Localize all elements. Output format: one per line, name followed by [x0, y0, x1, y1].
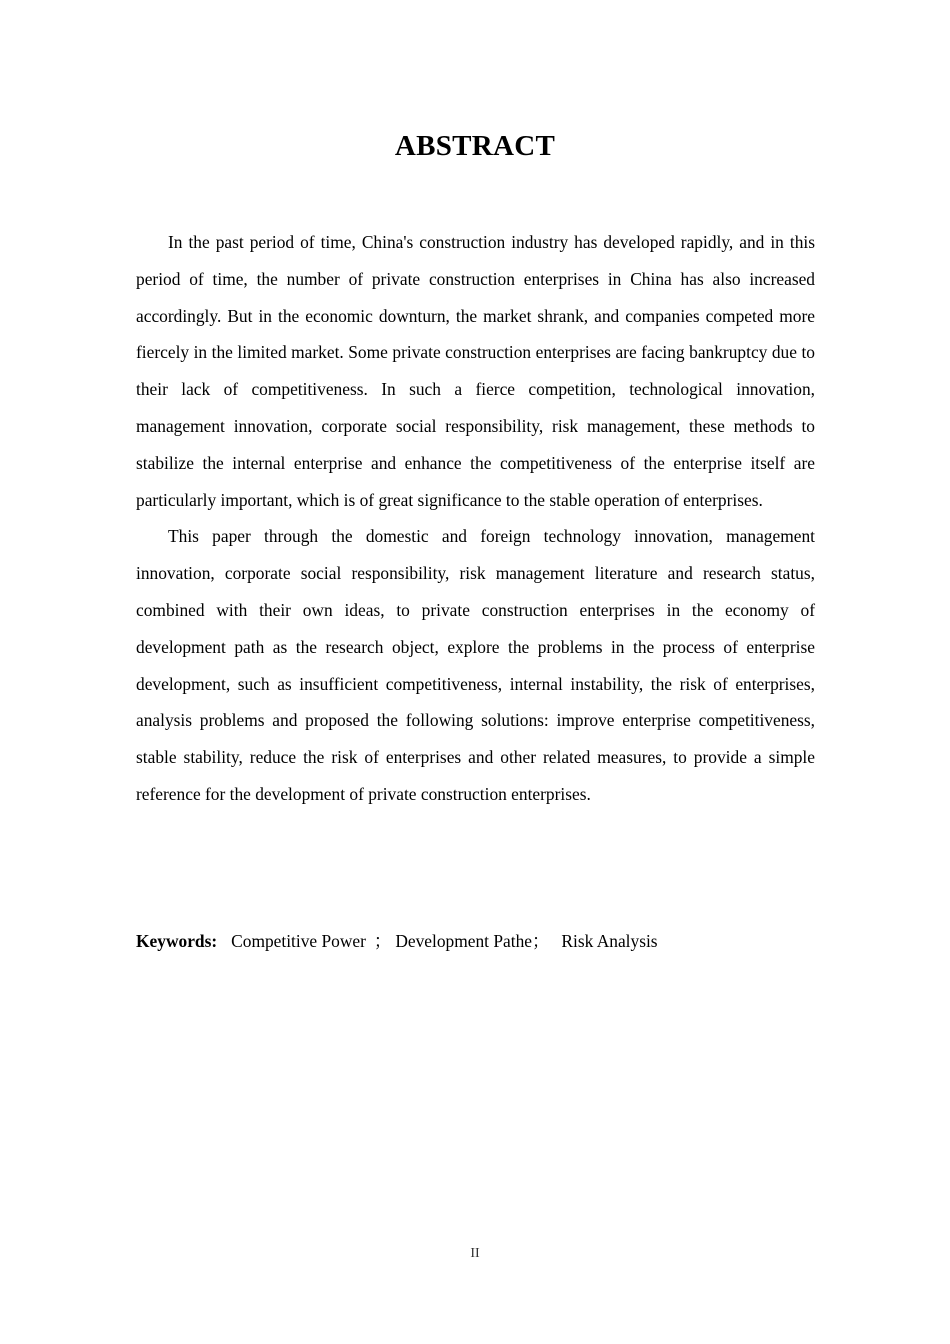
- keyword-separator: ；: [373, 931, 392, 951]
- keywords-label: Keywords:: [136, 931, 218, 951]
- keyword-separator: ；: [532, 931, 550, 951]
- abstract-body: [136, 224, 815, 813]
- keyword-item: Development Pathe: [395, 931, 532, 951]
- abstract-title: ABSTRACT: [394, 130, 556, 162]
- abstract-paragraph-2: This paper through the domestic and foreign technology innovation, management innovation, corporate social responsibility, risk management literature and research status, combined with their own ideas, to private construction enterprises in the economy of development path as the research object, explore the problems in the process of enterprise development, such as insufficient competitiveness, internal instability, the risk of enterprises, analysis problems and proposed the following solutions: improve enterprise competitiveness, stable stability, reduce the risk of enterprises and other related measures, to provide a simple reference for the development of private construction enterprises.: [136, 526, 815, 804]
- keyword-item: Competitive Power: [231, 931, 366, 951]
- keyword-item: Risk Analysis: [561, 931, 658, 951]
- page-number: II: [470, 1246, 480, 1261]
- abstract-paragraph-1: In the past period of time, China's construction industry has developed rapidly, and in this period of time, the number of private construction enterprises in China has also increased accordingly. But in the economic downturn, the market shrank, and companies competed more fiercely in the limited market. Some private construction enterprises are facing bankruptcy due to their lack of competitiveness. In such a fierce competition, technological innovation, management innovation, corporate social responsibility, risk management, these methods to stabilize the internal enterprise and enhance the competitiveness of the enterprise itself are particularly important, which is of great significance to the stable operation of enterprises.: [136, 232, 815, 510]
- keywords-line: [136, 926, 815, 956]
